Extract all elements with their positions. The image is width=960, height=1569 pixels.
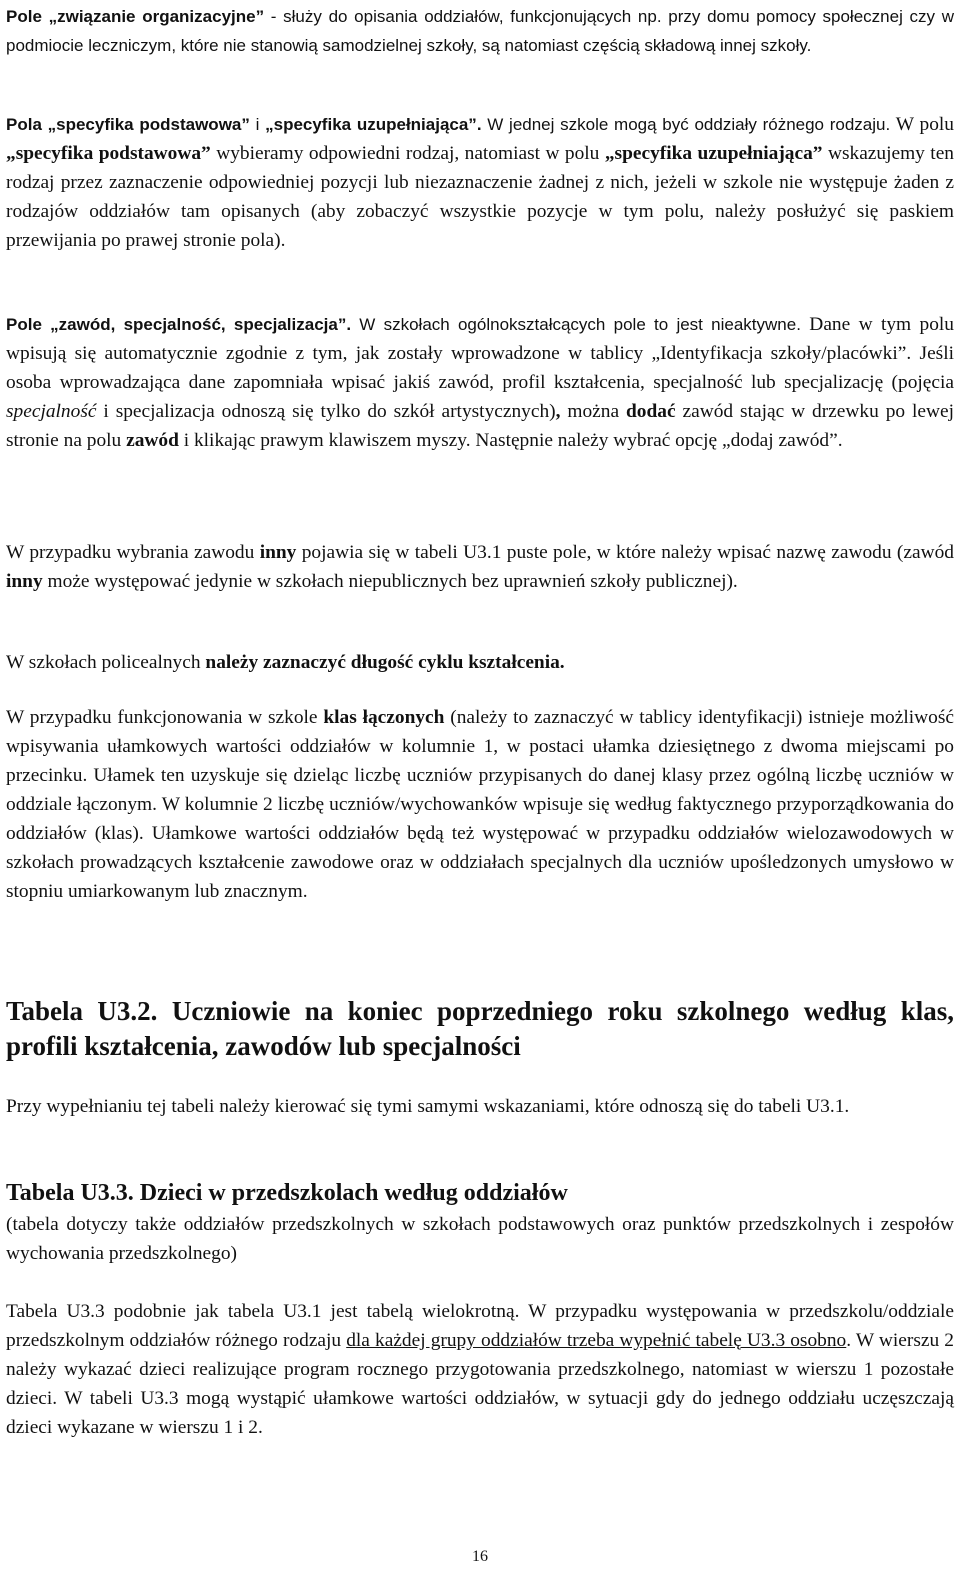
paragraph-text: - służy do opisania oddziałów, funkcjonujących np. przy domu pomocy społecznej czy w podmiocie leczniczym, które nie stanowią samodzielnej szkoły, są natomiast częścią składową innej szkoły. bbox=[6, 7, 955, 55]
term-specyfika-uzupelniajaca-2: „specyfika uzupełniająca” bbox=[604, 143, 823, 164]
text-dot: . bbox=[476, 115, 482, 134]
term-specjalnosc-italic: specjalność bbox=[6, 401, 97, 422]
paragraph-policealne bbox=[6, 648, 954, 677]
page-number: 16 bbox=[472, 1548, 488, 1565]
paragraph-inny bbox=[6, 538, 954, 596]
paragraph-text: Dane w tym polu wpisują się automatycznie zgodnie z tym, jak zostały wprowadzone w tablicy „Identyfikacja szkoły/placówki”. Jeśli osoba wprowadzająca dane zapomniała wpisać jakiś zawód, profil kształcenia, specjalność lub specjalizację (pojęcia bbox=[6, 314, 954, 393]
term-specyfika-uzupelniajaca: „specyfika uzupełniająca” bbox=[265, 115, 477, 134]
paragraph-text: może występować jedynie w szkołach niepublicznych bez uprawnień szkoły publicznej). bbox=[42, 571, 738, 592]
term-klas-laczonych: klas łączonych bbox=[323, 707, 445, 728]
paragraph-text: wybieramy odpowiedni rodzaj, natomiast w polu bbox=[210, 143, 605, 164]
paragraph-text: (należy to zaznaczyć w tablicy identyfikacji) istnieje możliwość wpisywania ułamkowych wartości oddziałów w kolumnie 1, w postaci ułamka dziesiętnego z dwoma miejscami po przecinku. Ułamek ten uzyskuje się dzieląc liczbę uczniów przypisanych do danej klasy przez ogólną liczbę uczniów w oddziale łączonym. W kolumnie 2 liczbę uczniów/wychowanków wpisuje się według faktycznego przyporządkowania do oddziałów (klas). Ułamkowe wartości oddziałów będą też występować w przypadku oddziałów wielozawodowych w szkołach prowadzących kształcenie zawodowe oraz w oddziałach specjalnych dla uczniów upośledzonych umysłowo w stopniu umiarkowanym lub znacznym. bbox=[6, 707, 954, 902]
text-conjunction: i bbox=[249, 115, 266, 134]
paragraph-specyfika bbox=[6, 110, 954, 255]
term-specyfika-podstawowa-2: „specyfika podstawowa” bbox=[6, 143, 211, 164]
term-inny: inny bbox=[259, 542, 297, 563]
paragraph-klasy-laczone bbox=[6, 703, 954, 906]
term-dodac: dodać bbox=[626, 401, 676, 422]
paragraph-zwiazanie bbox=[6, 2, 954, 60]
term-dlugosc-cyklu: należy zaznaczyć długość cyklu kształcenia. bbox=[205, 652, 565, 673]
paragraph-text: można bbox=[567, 401, 627, 422]
term-zawod-specjalnosc: Pole „zawód, specjalność, specjalizacja”. bbox=[6, 315, 352, 334]
paragraph-text: Tabela U3.3 podobnie jak tabela U3.1 jest tabelą wielokrotną. W przypadku występowania w przedszkolu/oddziale przedszkolnym oddziałów różnego rodzaju bbox=[6, 1301, 954, 1351]
paragraph-text: W jednej szkole mogą być oddziały różnego rodzaju. bbox=[481, 115, 891, 134]
heading-tabela-u3-2: Tabela U3.2. Uczniowie na koniec poprzedniego roku szkolnego według klas, profili kształcenia, zawodów lub specjalności bbox=[6, 996, 954, 1061]
term-zwiazanie: Pole „związanie organizacyjne” bbox=[6, 7, 265, 26]
underlined-instruction: dla każdej grupy oddziałów trzeba wypełnić tabelę U3.3 osobno bbox=[346, 1330, 847, 1351]
term-inny-2: inny bbox=[6, 571, 43, 592]
paragraph-text: . W wierszu 2 należy wykazać dzieci realizujące program rocznego przygotowania przedszkolnego, natomiast w wierszu 1 pozostałe dzieci. W tabeli U3.3 mogą wystąpić ułamkowe wartości oddziałów, w sytuacji gdy do jednego oddziału uczęszczają dzieci wykazane w wierszu 1 i 2. bbox=[6, 1330, 954, 1438]
term-specyfika-podstawowa: „specyfika podstawowa” bbox=[47, 115, 250, 134]
paragraph-u3-3-note: (tabela dotyczy także oddziałów przedszkolnych w szkołach podstawowych oraz punktów przedszkolnych i zespołów wychowania przedszkolnego) bbox=[6, 1214, 954, 1264]
paragraph-u3-2: Przy wypełnianiu tej tabeli należy kierować się tymi samymi wskazaniami, które odnoszą się do tabeli U3.1. bbox=[6, 1096, 850, 1117]
paragraph-text: i specjalizacja odnoszą się tylko do szkół artystycznych) bbox=[96, 401, 556, 422]
term-pola: Pola bbox=[6, 115, 48, 134]
paragraph-text: pojawia się w tabeli U3.1 puste pole, w które należy wpisać nazwę zawodu (zawód bbox=[296, 542, 954, 563]
paragraph-text: W szkołach policealnych bbox=[6, 652, 206, 673]
paragraph-u3-3 bbox=[6, 1297, 954, 1442]
paragraph-text: W szkołach ogólnokształcących pole to jest nieaktywne. bbox=[351, 315, 801, 334]
term-zawod: zawód bbox=[126, 430, 179, 451]
paragraph-text: i klikając prawym klawiszem myszy. Następnie należy wybrać opcję „dodaj zawód”. bbox=[178, 430, 843, 451]
paragraph-text: wskazujemy ten rodzaj przez zaznaczenie odpowiedniej pozycji lub niezaznaczenie żadnej z nich, jeżeli w szkole nie występuje żaden z rodzajów oddziałów tam opisanych (aby zobaczyć wszystkie pozycje w tym polu, należy posłużyć się paskiem przewijania po prawej stronie pola). bbox=[6, 143, 954, 251]
paragraph-text: W polu bbox=[890, 114, 954, 135]
bold-comma: , bbox=[555, 401, 568, 422]
paragraph-text: W przypadku funkcjonowania w szkole bbox=[6, 707, 324, 728]
paragraph-text: W przypadku wybrania zawodu bbox=[6, 542, 260, 563]
paragraph-zawod bbox=[6, 310, 954, 455]
paragraph-text: zawód stając w drzewku po lewej stronie na polu bbox=[6, 401, 954, 451]
heading-tabela-u3-3: Tabela U3.3. Dzieci w przedszkolach według oddziałów bbox=[6, 1180, 568, 1206]
